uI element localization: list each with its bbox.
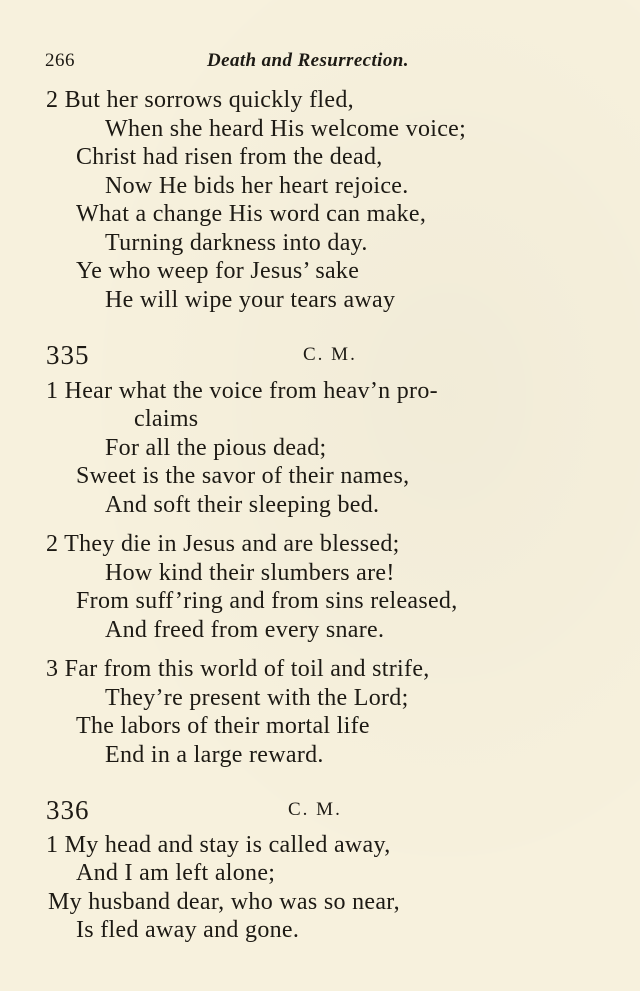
verse-line: He will wipe your tears away	[105, 287, 396, 313]
verse-line: Christ had risen from the dead,	[76, 144, 383, 170]
hymn-meter: C. M.	[288, 799, 342, 820]
verse-line: What a change His word can make,	[76, 201, 427, 227]
verse-line: Turning darkness into day.	[105, 230, 368, 256]
running-head: Death and Resurrection.	[207, 50, 409, 71]
verse-line: For all the pious dead;	[105, 435, 327, 461]
verse-line: From suff’ring and from sins released,	[76, 588, 458, 614]
verse-line: My husband dear, who was so near,	[48, 889, 400, 915]
verse-line: When she heard His welcome voice;	[105, 116, 467, 142]
verse-line: And I am left alone;	[76, 860, 276, 886]
verse-line: Sweet is the savor of their names,	[76, 463, 410, 489]
page-header	[45, 50, 605, 74]
hymn-number: 336	[46, 795, 90, 825]
verse-line: Is fled away and gone.	[76, 917, 300, 943]
page-number: 266	[45, 50, 75, 71]
verse-line: 1 My head and stay is called away,	[46, 832, 391, 858]
verse-line: And freed from every snare.	[105, 617, 385, 643]
verse-line: Ye who weep for Jesus’ sake	[76, 258, 360, 284]
verse-line: claims	[134, 406, 199, 432]
verse-line: And soft their sleeping bed.	[105, 492, 380, 518]
verse-line: End in a large reward.	[105, 742, 324, 768]
verse-line: 3 Far from this world of toil and strife,	[46, 656, 430, 682]
hymn-number: 335	[46, 340, 90, 370]
verse-line: They’re present with the Lord;	[105, 685, 409, 711]
verse-line: 2 But her sorrows quickly fled,	[46, 87, 354, 113]
verse-line: The labors of their mortal life	[76, 713, 370, 739]
hymn-meter: C. M.	[303, 344, 357, 365]
verse-line: 1 Hear what the voice from heav’n pro-	[46, 378, 438, 404]
verse-line: 2 They die in Jesus and are blessed;	[46, 531, 400, 557]
verse-line: How kind their slumbers are!	[105, 560, 395, 586]
verse-line: Now He bids her heart rejoice.	[105, 173, 409, 199]
